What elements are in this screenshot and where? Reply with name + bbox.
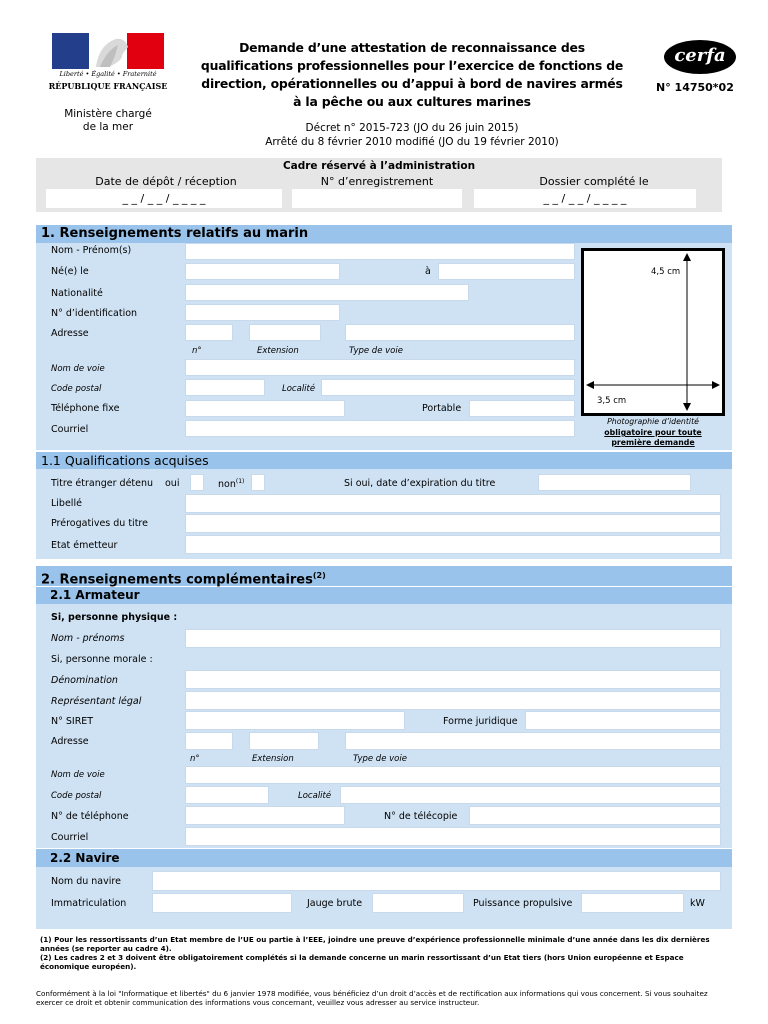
label-armateur-nom-voie: Nom de voie xyxy=(51,770,105,780)
cnil-notice: Conformément à la loi "Informatique et libertés" du 6 janvier 1978 modifiée, vous bénéficiez d’un droit d’accès et de rectification aux informations qui vous concernent. Si vous souhaitez exercer ce droit et obtenir communication des informations vous concernant, veuillez vous adresser au service instructeur. xyxy=(36,989,708,1007)
label-kw: kW xyxy=(690,898,705,909)
photo-caption-1: Photographie d’identité xyxy=(607,417,699,426)
ministere-line1: Ministère chargé xyxy=(64,108,152,120)
label-courriel: Courriel xyxy=(51,424,89,435)
localite-field[interactable] xyxy=(321,379,575,396)
photo-height-label: 4,5 cm xyxy=(651,267,681,277)
cerfa-number: N° 14750*02 xyxy=(656,81,734,94)
ministere-line2: de la mer xyxy=(82,121,134,133)
immatriculation-field[interactable] xyxy=(152,893,292,913)
nom-navire-field[interactable] xyxy=(152,871,721,891)
navire-title: 2.2 Navire xyxy=(36,849,732,867)
admin-dossier-date-field[interactable]: _ _ / _ _ / _ _ _ _ xyxy=(474,189,696,208)
adresse-type-voie-field[interactable] xyxy=(345,324,575,341)
code-postal-field[interactable] xyxy=(185,379,265,396)
label-extension: Extension xyxy=(257,346,299,356)
nom-prenoms-field[interactable] xyxy=(185,243,575,260)
title-line3: direction, opérationnelles ou d’appui à bord de navires armés xyxy=(201,76,623,91)
admin-title: Cadre réservé à l’administration xyxy=(282,160,476,172)
label-oui: oui xyxy=(165,478,180,489)
label-armateur-code-postal: Code postal xyxy=(51,791,102,801)
label-non-text: non xyxy=(218,479,236,491)
armateur-extension-field[interactable] xyxy=(249,732,319,750)
section11-title: 1.1 Qualifications acquises xyxy=(36,452,732,469)
label-identification: N° d’identification xyxy=(51,308,138,319)
armateur-code-postal-field[interactable] xyxy=(185,786,269,804)
section2-title-sup: (2) xyxy=(312,571,326,580)
titre-oui-checkbox[interactable] xyxy=(190,474,204,491)
label-adresse: Adresse xyxy=(51,328,89,339)
date-expiration-field[interactable] xyxy=(538,474,691,491)
denomination-field[interactable] xyxy=(185,670,721,689)
label-type-voie: Type de voie xyxy=(349,346,403,356)
photo-caption-2: obligatoire pour toute xyxy=(604,428,702,437)
label-non-sup: (1) xyxy=(235,478,245,485)
photo-width-label: 3,5 cm xyxy=(597,396,627,406)
label-nom-prenoms: Nom - Prénom(s) xyxy=(51,245,132,256)
label-armateur-courriel: Courriel xyxy=(51,832,89,843)
footnote-2: (2) Les cadres 2 et 3 doivent être obligatoirement complétés si la demande concerne un marin ressortissant d’un Etat tiers (hors Union européenne et Espace économique européen). xyxy=(40,953,684,971)
adresse-extension-field[interactable] xyxy=(249,324,321,341)
armateur-type-voie-field[interactable] xyxy=(345,732,721,750)
identification-field[interactable] xyxy=(185,304,340,321)
armateur-telephone-field[interactable] xyxy=(185,806,345,825)
label-armateur-n: n° xyxy=(190,754,200,764)
section2-title xyxy=(36,566,732,586)
armateur-nom-prenoms-field[interactable] xyxy=(185,629,721,648)
date-naissance-field[interactable] xyxy=(185,263,340,280)
label-etat-emetteur: Etat émetteur xyxy=(51,540,118,551)
representant-field[interactable] xyxy=(185,691,721,710)
footnote-1: (1) Pour les ressortissants d’un Etat membre de l’UE ou partie à l’EEE, joindre une preuve d’expérience professionnelle minimale d’une année dans les dix dernières années (se reporter au cadre 4). xyxy=(40,935,710,953)
arrete: Arrêté du 8 février 2010 modifié (JO du 19 février 2010) xyxy=(265,136,559,148)
label-personne-physique: Si, personne physique : xyxy=(51,612,178,623)
courriel-field[interactable] xyxy=(185,420,575,437)
label-nom-voie: Nom de voie xyxy=(51,364,105,374)
admin-col-depot: Date de dépôt / réception xyxy=(95,175,237,188)
label-personne-morale: Si, personne morale : xyxy=(51,654,153,665)
label-armateur-localite: Localité xyxy=(298,791,332,801)
label-si-oui: Si oui, date d’expiration du titre xyxy=(344,478,496,489)
label-n: n° xyxy=(192,346,202,356)
armateur-numero-field[interactable] xyxy=(185,732,233,750)
label-libelle: Libellé xyxy=(51,498,82,509)
label-denomination: Dénomination xyxy=(51,675,118,686)
nationalite-field[interactable] xyxy=(185,284,469,301)
admin-enregistrement-field[interactable] xyxy=(292,189,462,208)
puissance-field[interactable] xyxy=(581,893,684,913)
lieu-naissance-field[interactable] xyxy=(438,263,575,280)
armateur-telecopie-field[interactable] xyxy=(469,806,721,825)
label-armateur-extension: Extension xyxy=(252,754,294,764)
armateur-title: 2.1 Armateur xyxy=(36,587,732,604)
armateur-localite-field[interactable] xyxy=(340,786,721,804)
label-forme-juridique: Forme juridique xyxy=(443,716,518,727)
form-title xyxy=(172,39,652,111)
libelle-field[interactable] xyxy=(185,494,721,513)
label-armateur-adresse: Adresse xyxy=(51,736,89,747)
admin-date-depot-field[interactable]: _ _ / _ _ / _ _ _ _ xyxy=(46,189,282,208)
label-armateur-telecopie: N° de télécopie xyxy=(384,811,458,822)
marianne-flag-icon xyxy=(52,33,164,69)
flag-motto: Liberté • Égalité • Fraternité xyxy=(59,70,157,78)
label-code-postal: Code postal xyxy=(51,384,102,394)
marianne-logo xyxy=(52,33,164,69)
armateur-courriel-field[interactable] xyxy=(185,827,721,846)
forme-juridique-field[interactable] xyxy=(525,711,721,730)
label-portable: Portable xyxy=(422,403,462,414)
section1-title: 1. Renseignements relatifs au marin xyxy=(36,225,732,243)
siret-field[interactable] xyxy=(185,711,405,730)
label-siret: N° SIRET xyxy=(51,716,94,727)
cerfa-logo: cerfa xyxy=(664,40,736,74)
portable-field[interactable] xyxy=(469,400,575,417)
label-representant: Représentant légal xyxy=(51,696,142,707)
adresse-numero-field[interactable] xyxy=(185,324,233,341)
label-jauge: Jauge brute xyxy=(307,898,363,909)
label-nationalite: Nationalité xyxy=(51,288,103,299)
title-line1: Demande d’une attestation de reconnaissance des xyxy=(239,40,585,55)
titre-non-checkbox[interactable] xyxy=(251,474,265,491)
label-titre-etranger: Titre étranger détenu xyxy=(51,478,154,489)
label-tel-fixe: Téléphone fixe xyxy=(51,403,120,414)
decret: Décret n° 2015-723 (JO du 26 juin 2015) xyxy=(305,122,519,134)
admin-col-dossier: Dossier complété le xyxy=(539,175,649,188)
admin-col-enregistrement: N° d’enregistrement xyxy=(320,175,434,188)
label-armateur-telephone: N° de téléphone xyxy=(51,811,129,822)
prerogatives-field[interactable] xyxy=(185,514,721,533)
label-armateur-nom-prenoms: Nom - prénoms xyxy=(51,633,125,644)
title-line4: à la pêche ou aux cultures marines xyxy=(293,94,531,109)
label-puissance: Puissance propulsive xyxy=(473,898,573,909)
label-prerogatives: Prérogatives du titre xyxy=(51,518,148,529)
etat-emetteur-field[interactable] xyxy=(185,535,721,554)
armateur-nom-voie-field[interactable] xyxy=(185,766,721,784)
label-nom-navire: Nom du navire xyxy=(51,876,121,887)
label-armateur-type-voie: Type de voie xyxy=(353,754,407,764)
photo-box[interactable] xyxy=(581,248,725,416)
jauge-field[interactable] xyxy=(372,893,464,913)
republique-francaise: RÉPUBLIQUE FRANÇAISE xyxy=(48,81,168,91)
label-localite: Localité xyxy=(282,384,316,394)
label-non xyxy=(218,478,244,490)
label-ne-le: Né(e) le xyxy=(51,266,89,277)
section2-title-text: 2. Renseignements complémentaires xyxy=(41,572,313,588)
nom-voie-field[interactable] xyxy=(185,359,575,376)
title-line2: qualifications professionnelles pour l’exercice de fonctions de xyxy=(200,58,624,73)
label-immatriculation: Immatriculation xyxy=(51,898,127,909)
tel-fixe-field[interactable] xyxy=(185,400,345,417)
photo-caption-3: première demande xyxy=(611,438,695,447)
label-a: à xyxy=(425,266,431,277)
